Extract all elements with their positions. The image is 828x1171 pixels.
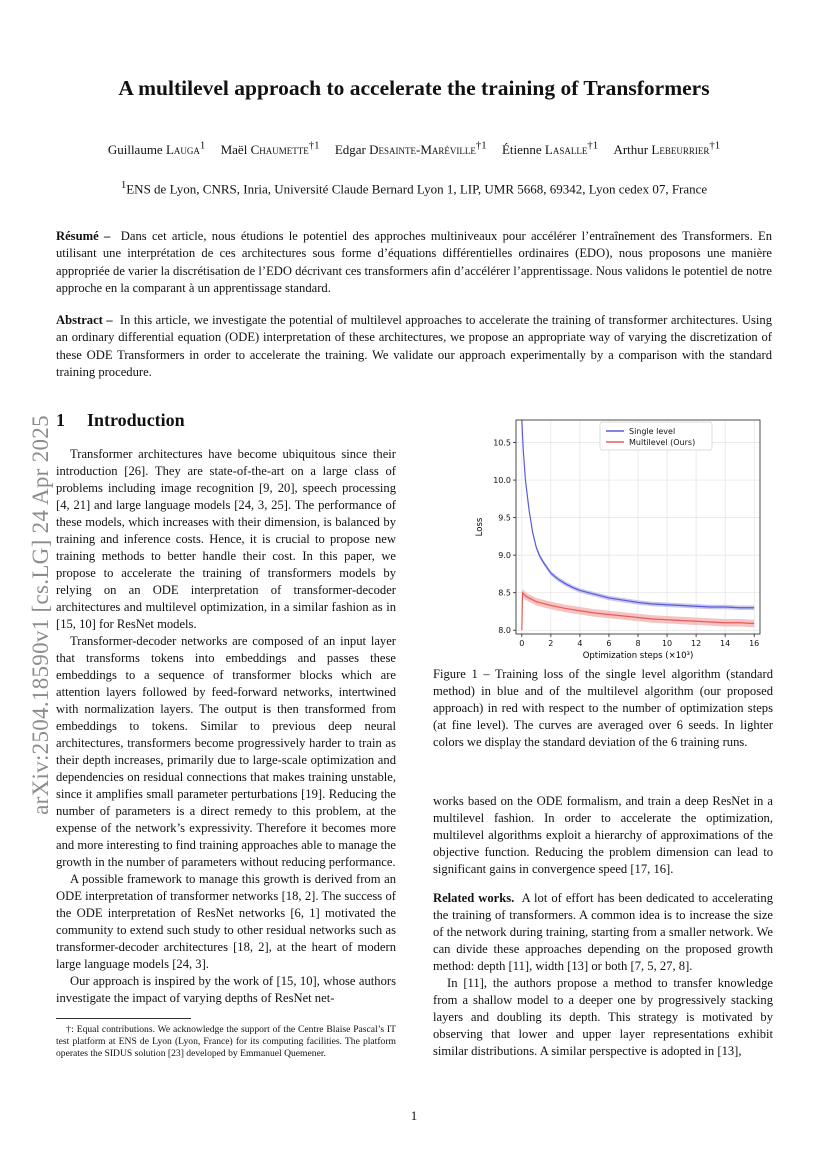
- author-first-name: Étienne: [501, 142, 542, 158]
- abstract-block: [56, 312, 772, 382]
- y-tick-label: 10.5: [493, 438, 511, 448]
- y-tick-label: 9.0: [498, 551, 511, 561]
- author-last-name: Lasalle: [544, 142, 588, 158]
- x-tick-label: 6: [606, 639, 612, 648]
- author-first-name: Maël: [220, 142, 248, 158]
- author: [335, 142, 487, 157]
- abstract-text: In this article, we investigate the potential of multilevel approaches to accelerate the training of transformer architectures. Using an ordinary differential equation (ODE) interpretation of these architectures, we propose an appropriate way of varying the discretization of these ODE Transformers in order to accelerate the training. We validate our approach experimentally by a comparison with the standard training procedure.: [56, 313, 773, 380]
- paragraph: [433, 890, 773, 975]
- left-column: [56, 446, 396, 1007]
- author: [613, 142, 720, 157]
- resume-text: Dans cet article, nous étudions le potentiel des approches multiniveaux pour accélérer l’entraînement des Transformers. En utilisant une interprétation de ces architectures sous forme d’équations différentielles ordinaires (EDO), nous proposons une manière appropriée de varier la discrétisation de l’EDO décrivant ces transformers afin d’accélérer l’apprentissage. Nous validons le potentiel de notre approche en la comparant à un apprentissage standard.: [56, 229, 772, 296]
- paragraph-text: In [11], the authors propose a method to transfer knowledge from a shallow model to a deeper one by progressively stacking layers and doubling its depth. This strategy is motivated by observing that lower and upper layer representations exhibit similar distributions. A similar perspective is adopted in [13],: [433, 976, 773, 1058]
- x-tick-label: 0: [519, 639, 525, 648]
- x-tick-label: 16: [749, 639, 760, 648]
- arxiv-id-text: arXiv:2504.18590v1 [cs.LG] 24 Apr 2025: [28, 415, 53, 815]
- legend-label: Single level: [629, 427, 676, 436]
- paragraph: Transformer architectures have become ubiquitous since their introduction [26]. They are state-of-the-art on a large class of problems including image recognition [9, 20], speech processing [4, 21] and large language models [24, 3, 25]. The performance of these models, which increases with their dimension, is balanced by training and inference costs. Hence, it is crucial to propose new training methods to better handle their cost. In this paper, we propose to accelerate the training of transformers models by relying on an ODE interpretation of transformer-decoder architectures and multilevel optimization, in a similar fashion as in [15, 10] for ResNet models.: [56, 447, 396, 631]
- author-last-name: Chaumette: [250, 142, 309, 158]
- x-tick-label: 2: [548, 639, 554, 648]
- author-last-name: Lauga: [165, 142, 200, 158]
- author: [502, 142, 598, 157]
- y-tick-label: 8.0: [498, 626, 511, 636]
- abstract-label: Abstract –: [56, 313, 113, 327]
- x-tick-label: 4: [577, 639, 583, 648]
- paragraph: Transformer-decoder networks are composed of an input layer that transforms tokens into embeddings and passes these embeddings to a sequence of transformer blocks which are attention layers followed by feed-forward networks, intertwined with normalization layers. The output is then transformed from embeddings to tokens. Similar to previous deep neural architectures, transformers become progressively harder to train as their depth increases, primarily due to large-scale optimization and dependencies on residual connections that makes training unstable, since it amplifies small parameter perturbations [19]. Reducing the number of parameters is a direct remedy to this problem, at the expense of the network’s expressivity. Therefore it becomes more and more interesting to find training approaches able to manage the growth in the number of parameters without reducing performance.: [56, 634, 396, 869]
- paragraph: [433, 793, 773, 878]
- author: [221, 142, 320, 157]
- affiliation: [60, 179, 768, 197]
- affiliation-mark: 1: [120, 179, 127, 191]
- right-column: [433, 793, 773, 1060]
- x-tick-label: 8: [635, 639, 641, 648]
- page-number: 1: [410, 1108, 418, 1123]
- author-first-name: Guillaume: [107, 142, 163, 158]
- author: [108, 142, 206, 157]
- y-tick-label: 8.5: [498, 588, 511, 598]
- chart-y-axis-label: Loss: [475, 517, 485, 537]
- author-affiliation-mark: †1: [587, 140, 599, 152]
- paragraph: A possible framework to manage this growth is derived from an ODE interpretation of transformer networks [18, 2]. The success of the ODE interpretation of ResNet networks [6, 1] motivated the community to extend such study to other residual networks such as transformer-decoder architectures [18, 2], at the heart of modern large language models [24, 3].: [56, 872, 396, 971]
- paragraph: [433, 975, 773, 1060]
- author-first-name: Edgar: [334, 142, 366, 158]
- training-loss-chart: [468, 412, 768, 666]
- author-affiliation-mark: 1: [199, 140, 206, 152]
- affiliation-text: ENS de Lyon, CNRS, Inria, Université Claude Bernard Lyon 1, LIP, UMR 5668, 69342, Lyon cedex 07, France: [126, 181, 708, 197]
- chart-legend: [600, 422, 712, 450]
- author-last-name: Lebeurrier: [651, 142, 710, 158]
- author-affiliation-mark: †1: [475, 140, 487, 152]
- section-number: 1: [56, 410, 65, 430]
- section-heading: [56, 410, 185, 431]
- paragraph: Our approach is inspired by the work of [15, 10], whose authors investigate the impact of varying depths of ResNet net-: [56, 974, 396, 1005]
- paragraph-text: A lot of effort has been dedicated to accelerating the training of transformers. A common idea is to increase the size of the network during training, starting from a smaller network. We can divide these approaches depending on the proposed growth method: depth [11], width [13] or both [7, 5, 27, 8].: [433, 891, 773, 973]
- resume-block: [56, 228, 772, 298]
- author-first-name: Arthur: [613, 142, 649, 158]
- x-tick-label: 10: [661, 639, 673, 648]
- x-tick-label: 12: [691, 639, 702, 648]
- author-affiliation-mark: †1: [308, 140, 320, 152]
- section-title-text: Introduction: [87, 410, 185, 430]
- y-tick-label: 9.5: [498, 513, 511, 523]
- author-last-name: Desainte-Maréville: [369, 142, 476, 158]
- author-list: [90, 138, 738, 158]
- x-tick-label: 14: [720, 639, 731, 648]
- y-tick-label: 10.0: [493, 476, 511, 486]
- chart-x-axis-label: Optimization steps (×10³): [582, 651, 694, 661]
- paper-title: A multilevel approach to accelerate the training of Transformers: [118, 76, 710, 100]
- footnote: †: Equal contributions. We acknowledge the support of the Centre Blaise Pascal’s IT test platform at ENS de Lyon (Lyon, France) for its computing facilities. The platform operates the SIDUS solution [23] developed by Emmanuel Quemener.: [56, 1024, 396, 1060]
- figure-caption: Figure 1 – Training loss of the single level algorithm (standard method) in blue and of the multilevel algorithm (our proposed approach) in red with respect to the number of optimization steps (at fine level). The curves are averaged over 6 seeds. In lighter colors we display the standard deviation of the 6 training runs.: [433, 667, 773, 749]
- paragraph-bold-lead: Related works.: [433, 891, 515, 905]
- legend-label: Multilevel (Ours): [629, 438, 696, 447]
- author-affiliation-mark: †1: [709, 140, 721, 152]
- resume-label: Résumé –: [56, 229, 111, 243]
- paragraph-text: works based on the ODE formalism, and train a deep ResNet in a multilevel fashion. In order to accelerate the optimization, multilevel algorithms exploit a hierarchy of approximations of the objective function. Reducing the problem dimension can lead to significant gains in convergence speed [17, 16].: [433, 794, 773, 876]
- footnote-divider: [56, 1018, 191, 1019]
